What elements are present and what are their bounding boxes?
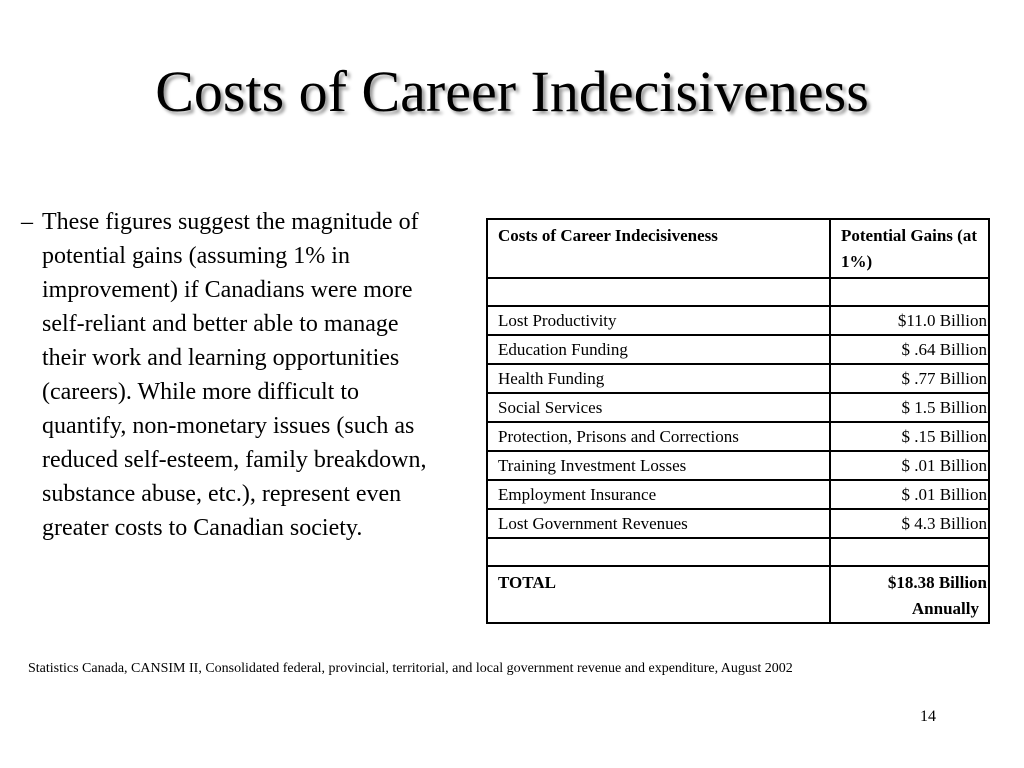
row-label: Training Investment Losses: [487, 451, 830, 480]
empty-cell: [830, 538, 989, 566]
empty-cell: [487, 278, 830, 306]
total-value: $18.38 Billion: [887, 573, 987, 592]
table-row: [487, 509, 989, 538]
table-row: [487, 451, 989, 480]
table-row: [487, 480, 989, 509]
bullet-point: [12, 205, 442, 545]
total-value-cell: [830, 566, 989, 623]
table-spacer-row: [487, 538, 989, 566]
table-spacer-row: [487, 278, 989, 306]
empty-cell: [487, 538, 830, 566]
row-label: Employment Insurance: [487, 480, 830, 509]
row-label: Education Funding: [487, 335, 830, 364]
row-label: Social Services: [487, 393, 830, 422]
total-label: TOTAL: [487, 566, 830, 623]
table-header-row: [487, 219, 989, 278]
row-label: Lost Productivity: [487, 306, 830, 335]
row-value: $ .01 Billion: [830, 451, 989, 480]
source-citation: Statistics Canada, CANSIM II, Consolidated federal, provincial, territorial, and local government revenue and expenditure, August 2002: [28, 661, 793, 676]
header-potential-gains: Potential Gains (at 1%): [830, 219, 989, 278]
empty-cell: [830, 278, 989, 306]
bullet-text: These figures suggest the magnitude of potential gains (assuming 1% in improvement) if Canadians were more self-reliant and better able to manage their work and learning opportunities (careers). While more difficult to quantify, non-monetary issues (such as reduced self-esteem, family breakdown, substance abuse, etc.), represent even greater costs to Canadian society.: [42, 209, 427, 541]
table-row: [487, 335, 989, 364]
table-row: [487, 422, 989, 451]
total-period: Annually: [911, 599, 979, 618]
header-costs-label: Costs of Career Indecisiveness: [487, 219, 830, 278]
table-row: [487, 393, 989, 422]
row-label: Health Funding: [487, 364, 830, 393]
bullet-marker: –: [21, 209, 33, 235]
row-label: Lost Government Revenues: [487, 509, 830, 538]
row-value: $ .01 Billion: [830, 480, 989, 509]
costs-table: [486, 218, 990, 624]
row-value: $ .15 Billion: [830, 422, 989, 451]
slide-title: Costs of Career Indecisiveness: [155, 59, 869, 124]
table-total-row: [487, 566, 989, 623]
table-row: [487, 364, 989, 393]
row-value: $ 1.5 Billion: [830, 393, 989, 422]
row-label: Protection, Prisons and Corrections: [487, 422, 830, 451]
row-value: $ .77 Billion: [830, 364, 989, 393]
row-value: $ 4.3 Billion: [830, 509, 989, 538]
row-value: $11.0 Billion: [830, 306, 989, 335]
row-value: $ .64 Billion: [830, 335, 989, 364]
table-row: [487, 306, 989, 335]
page-number: 14: [920, 708, 936, 725]
